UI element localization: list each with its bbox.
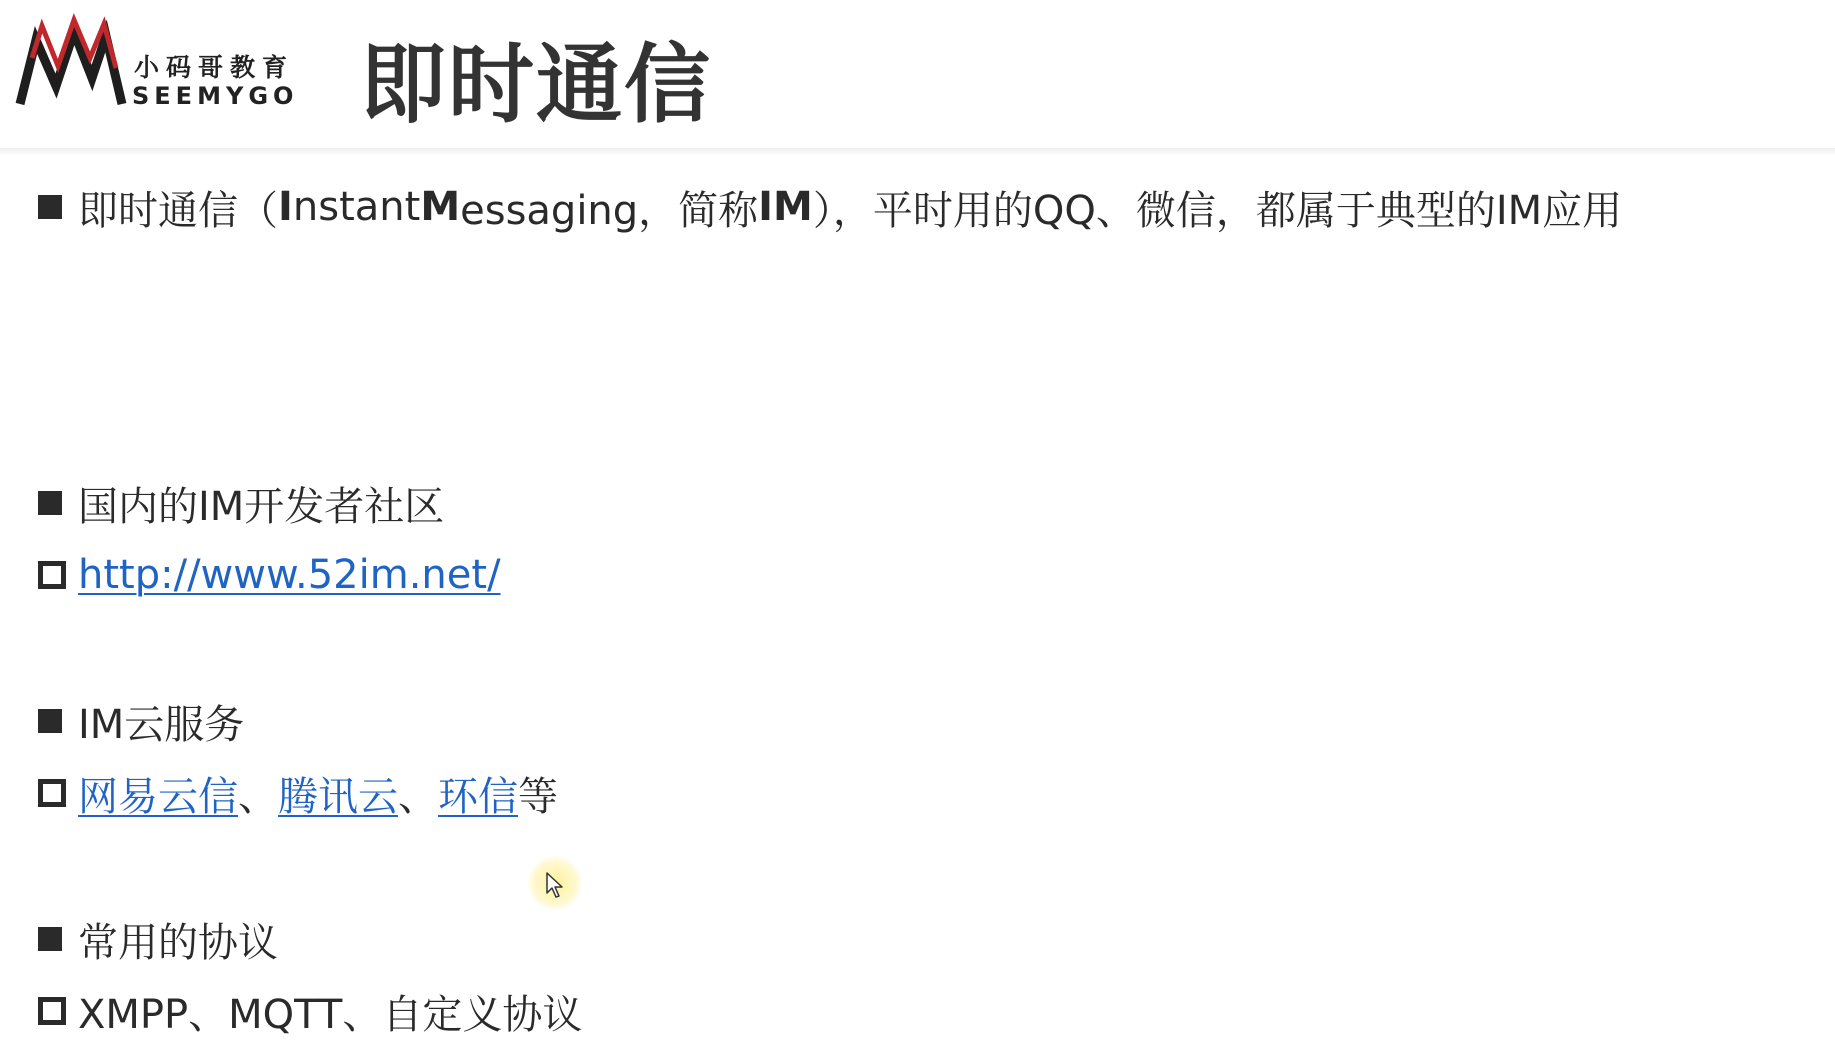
protocols-value: XMPP、MQTT、自定义协议 [78, 991, 583, 1038]
logo-chinese-text: 小码哥教育 [134, 53, 295, 82]
intro-text-2: nstant [292, 184, 421, 230]
hollow-square-bullet-icon [38, 779, 66, 807]
community-bullet [38, 473, 444, 533]
hollow-square-bullet-icon [38, 997, 66, 1025]
cloud-links-item [38, 763, 558, 823]
square-bullet-icon [38, 491, 62, 515]
hollow-square-bullet-icon [38, 561, 66, 589]
easemob-link[interactable]: 环信 [438, 773, 518, 820]
square-bullet-icon [38, 195, 62, 219]
intro-text-i: I [278, 184, 293, 230]
separator: 、 [238, 773, 278, 820]
page-title: 即时通信 [360, 35, 712, 135]
square-bullet-icon [38, 709, 62, 733]
seemygo-logo [14, 18, 314, 118]
cursor-arrow-icon [546, 872, 564, 898]
square-bullet-icon [38, 927, 62, 951]
protocols-bullet [38, 909, 278, 969]
intro-text-m: M [420, 184, 461, 230]
separator: 、 [398, 773, 438, 820]
community-label: 国内的IM开发者社区 [78, 483, 445, 530]
intro-bullet [38, 177, 1622, 237]
intro-text-1: 即时通信（ [78, 187, 278, 234]
tencent-cloud-link[interactable]: 腾讯云 [278, 773, 398, 820]
protocols-value-item [38, 981, 582, 1041]
slide-header [0, 0, 1835, 150]
protocols-label: 常用的协议 [78, 919, 278, 966]
cloud-label: IM云服务 [78, 701, 245, 748]
mouse-cursor-highlight [528, 856, 582, 910]
logo-english-text: SEEMYGO [132, 82, 299, 110]
seemygo-m-logo-icon [14, 18, 132, 118]
cloud-bullet [38, 691, 244, 751]
intro-text-im: IM [758, 184, 813, 230]
header-divider [0, 148, 1835, 154]
community-link[interactable]: http://www.52im.net/ [78, 552, 501, 598]
netease-yunxin-link[interactable]: 网易云信 [78, 773, 238, 820]
intro-text-4: ），平时用的QQ、微信，都属于典型的IM应用 [812, 187, 1623, 234]
intro-text-3: essaging，简称 [460, 187, 759, 234]
community-link-item [38, 545, 501, 605]
cloud-suffix: 等 [518, 773, 558, 820]
